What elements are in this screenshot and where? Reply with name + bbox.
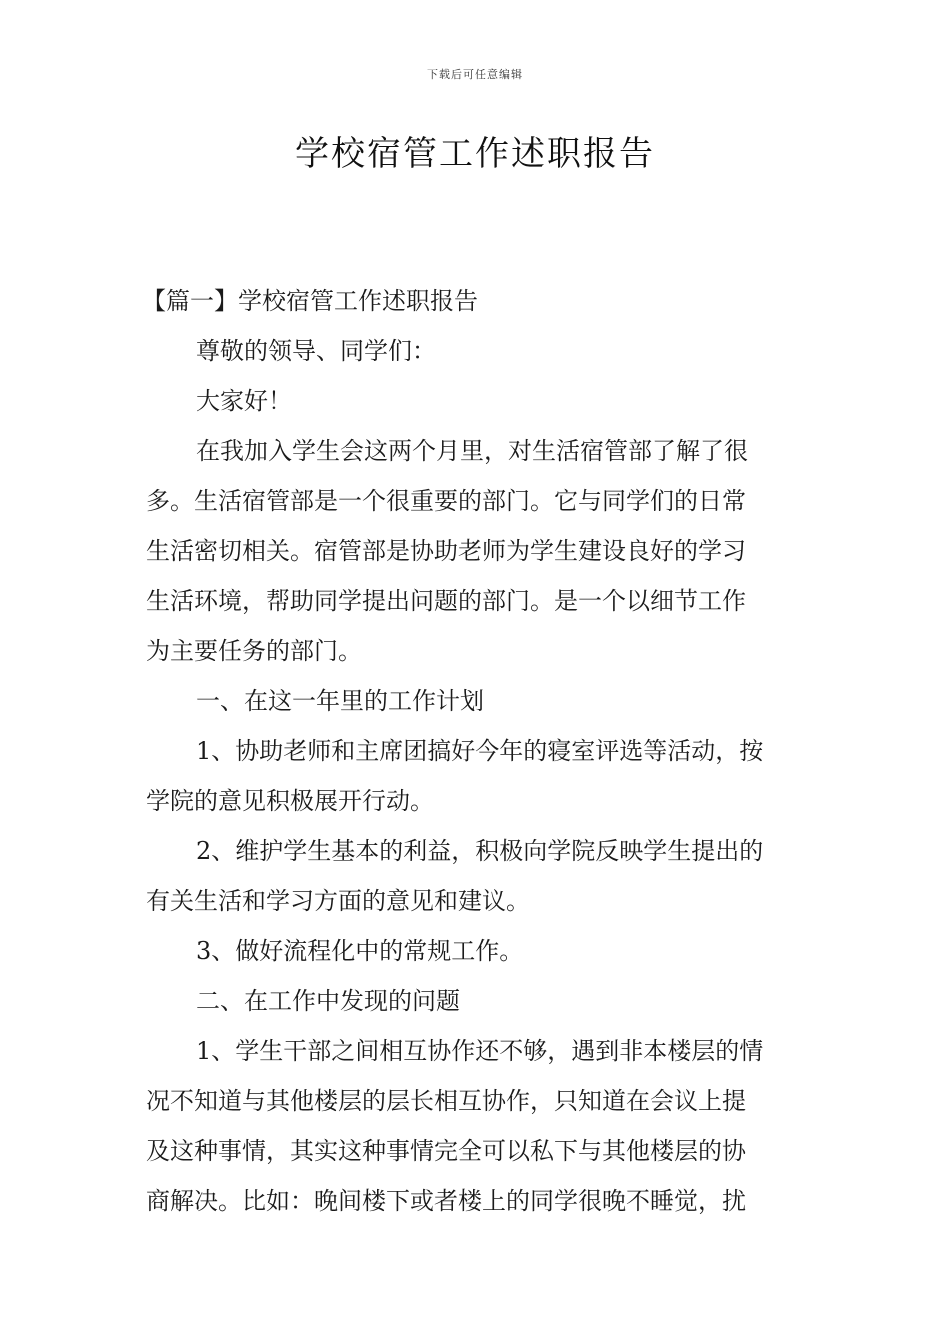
subheading: 一、在这一年里的工作计划: [196, 687, 484, 715]
paragraph-line: 生活密切相关。宿管部是协助老师为学生建设良好的学习: [146, 537, 746, 565]
paragraph-line: 1、学生干部之间相互协作还不够，遇到非本楼层的情: [196, 1037, 764, 1065]
paragraph-line: 大家好！: [196, 387, 292, 415]
document-title: 学校宿管工作述职报告: [295, 134, 655, 174]
paragraph-line: 及这种事情，其实这种事情完全可以私下与其他楼层的协: [146, 1137, 746, 1165]
paragraph-line: 况不知道与其他楼层的层长相互协作，只知道在会议上提: [146, 1087, 746, 1115]
document-body: [142, 276, 806, 1226]
paragraph-line: 商解决。比如：晚间楼下或者楼上的同学很晚不睡觉，扰: [146, 1187, 746, 1215]
paragraph-line: 尊敬的领导、同学们：: [196, 337, 436, 365]
paragraph-line: 2、维护学生基本的利益，积极向学院反映学生提出的: [196, 837, 764, 865]
subheading: 二、在工作中发现的问题: [196, 987, 460, 1015]
paragraph-line: 为主要任务的部门。: [146, 637, 362, 665]
paragraph-line: 在我加入学生会这两个月里，对生活宿管部了解了很: [196, 437, 748, 465]
paragraph-line: 有关生活和学习方面的意见和建议。: [146, 887, 530, 915]
paragraph-line: 生活环境，帮助同学提出问题的部门。是一个以细节工作: [146, 587, 746, 615]
paragraph-line: 学院的意见积极展开行动。: [146, 787, 434, 815]
header-note: 下载后可任意编辑: [427, 68, 523, 81]
paragraph-line: 多。生活宿管部是一个很重要的部门。它与同学们的日常: [146, 487, 746, 515]
section-heading: 【篇一】学校宿管工作述职报告: [142, 287, 478, 315]
paragraph-line: 3、做好流程化中的常规工作。: [196, 937, 524, 965]
paragraph-line: 1、协助老师和主席团搞好今年的寝室评选等活动，按: [196, 737, 764, 765]
